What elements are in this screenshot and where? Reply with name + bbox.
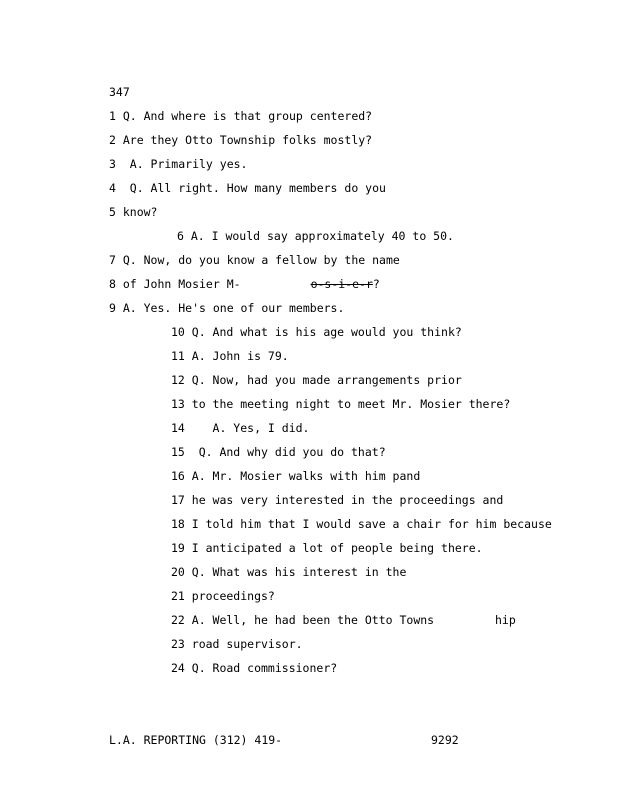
transcript-line-21: 21 proceedings?: [171, 589, 275, 603]
transcript-line-9: 9 A. Yes. He's one of our members.: [109, 301, 345, 315]
transcript-line-22-part-b: hip: [495, 613, 516, 627]
transcript-line-4: 4 Q. All right. How many members do you: [109, 181, 386, 195]
transcript-line-11: 11 A. John is 79.: [171, 349, 289, 363]
transcript-line-8-part-a: 8 of John Mosier M-: [109, 277, 241, 291]
transcript-line-5: 5 know?: [109, 205, 158, 219]
transcript-line-6: 6 A. I would say approximately 40 to 50.: [177, 229, 454, 243]
transcript-line-16: 16 A. Mr. Mosier walks with him pand: [171, 469, 421, 483]
transcript-line-19: 19 I anticipated a lot of people being there.: [171, 541, 483, 555]
transcript-line-24: 24 Q. Road commissioner?: [171, 661, 338, 675]
page-number: 347: [109, 85, 130, 99]
transcript-line-1: 1 Q. And where is that group centered?: [109, 109, 373, 123]
transcript-line-17: 17 he was very interested in the proceedings and: [171, 493, 504, 507]
transcript-line-2: 2 Are they Otto Township folks mostly?: [109, 133, 373, 147]
footer-reporter: L.A. REPORTING (312) 419-: [109, 733, 283, 747]
transcript-line-13: 13 to the meeting night to meet Mr. Mosier there?: [171, 397, 511, 411]
transcript-line-12: 12 Q. Now, had you made arrangements prior: [171, 373, 462, 387]
transcript-line-8-struck-spelling: o-s-i-e-r: [310, 277, 373, 291]
transcript-line-14: 14 A. Yes, I did.: [171, 421, 310, 435]
transcript-line-18: 18 I told him that I would save a chair for him because: [171, 517, 552, 531]
transcript-line-8: [109, 277, 380, 291]
transcript-line-22-part-a: 22 A. Well, he had been the Otto Towns: [171, 613, 435, 627]
transcript-line-8-part-c: ?: [372, 277, 380, 291]
transcript-line-20: 20 Q. What was his interest in the: [171, 565, 407, 579]
footer-phone-suffix: 9292: [431, 733, 459, 747]
transcript-line-7: 7 Q. Now, do you know a fellow by the name: [109, 253, 400, 267]
transcript-line-15: 15 Q. And why did you do that?: [171, 445, 386, 459]
transcript-line-22: [171, 613, 434, 627]
transcript-line-23: 23 road supervisor.: [171, 637, 303, 651]
transcript-line-3: 3 A. Primarily yes.: [109, 157, 248, 171]
transcript-line-10: 10 Q. And what is his age would you think?: [171, 325, 462, 339]
